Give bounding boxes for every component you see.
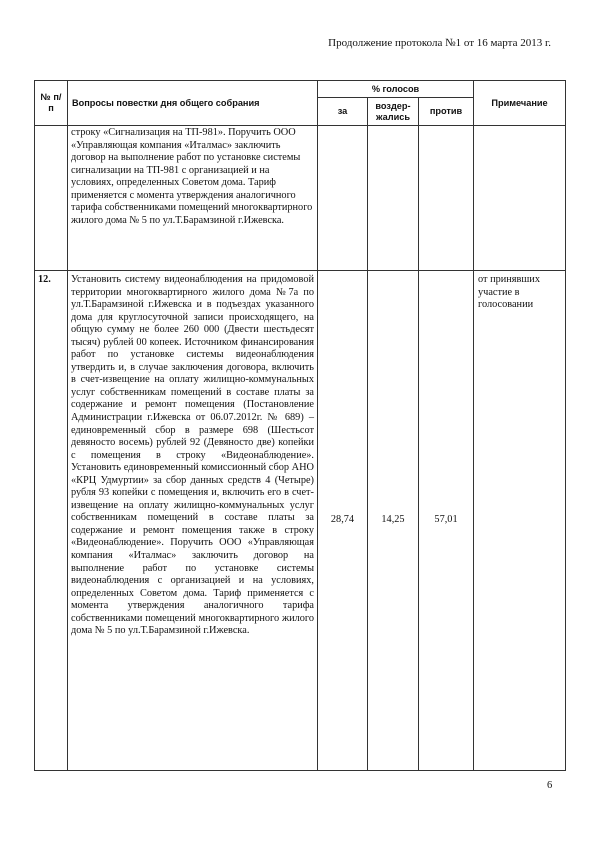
column-header-votes: % голосов xyxy=(318,81,474,98)
votes-abstain-value: 14,25 xyxy=(368,271,419,771)
continuation-number-cell xyxy=(35,126,68,271)
agenda-table xyxy=(34,80,566,771)
votes-for-value: 28,74 xyxy=(318,271,368,771)
continuation-abstain-cell xyxy=(368,126,419,271)
page-number: 6 xyxy=(547,780,553,791)
table-row-12 xyxy=(35,271,566,771)
continuation-question-text: строку «Сигнализация на ТП-981». Поручить ООО «Управляющая компания «Италмас» заключить договор на выполнение работ по установке системы сигнализации на ТП-981 с организацией и на условиях, определенных Советом дома. Тариф применяется с момента утверждения аналогичного тарифа собственниками помещений многоквартирного жилого дома № 5 по ул.Т.Барамзиной г.Ижевска. xyxy=(68,126,318,271)
column-header-question: Вопросы повестки дня общего собрания xyxy=(68,81,318,126)
note-text: от принявших участие в голосовании xyxy=(474,271,566,771)
column-header-number: № п/п xyxy=(35,81,68,126)
continuation-for-cell xyxy=(318,126,368,271)
column-header-against: против xyxy=(419,98,474,126)
page-header: Продолжение протокола №1 от 16 марта 2013 г. xyxy=(328,37,551,49)
column-header-abstain: воздер-жались xyxy=(368,98,419,126)
row-number: 12. xyxy=(35,271,68,771)
continuation-against-cell xyxy=(419,126,474,271)
column-header-for: за xyxy=(318,98,368,126)
table-row-continuation xyxy=(35,126,566,271)
continuation-note-cell xyxy=(474,126,566,271)
question-text: Установить систему видеонаблюдения на придомовой территории многоквартирного жилого дома №7а по ул.Т.Барамзиной г.Ижевска и в подъездах указанного дома для круглосуточной записи происходящего, на общую сумму не более 260 000 (Двести шестьдесят тысяч) рублей 00 копеек. Источником финансирования работ по установке системы видеонаблюдения утвердить и, в случае заключения договора, включить в счет-извещение на оплату жилищно-коммунальных услуг собственникам помещений в составе платы за содержание и ремонт помещения (Постановление Администрации г.Ижевска от 06.07.2012г. № 689) – единовременный сбор в размере 698 (Шестьсот девяносто восемь) рублей 92 (Девяносто две) копейки с помещения в строку «Видеонаблюдение». Установить единовременный комиссионный сбор АНО «КРЦ Удмуртии» за сбор данных средств 4 (Четыре) рубля 93 копейки с помещения и, включить его в счет-извещение на оплату жилищно-коммунальных услуг собственникам помещений в составе платы за содержание и ремонт помещения также в строку «Видеонаблюдение». Поручить ООО «Управляющая компания «Италмас» заключить договор на выполнение работ по установке системы видеонаблюдения с организацией и на условиях, определенных Советом дома. Тариф применяется с момента утверждения аналогичного тарифа собственниками помещений многоквартирного жилого дома № 5 по ул.Т.Барамзиной г.Ижевска. xyxy=(71,274,314,637)
question-text-cell xyxy=(68,271,318,771)
votes-against-value: 57,01 xyxy=(419,271,474,771)
column-header-note: Примечание xyxy=(474,81,566,126)
